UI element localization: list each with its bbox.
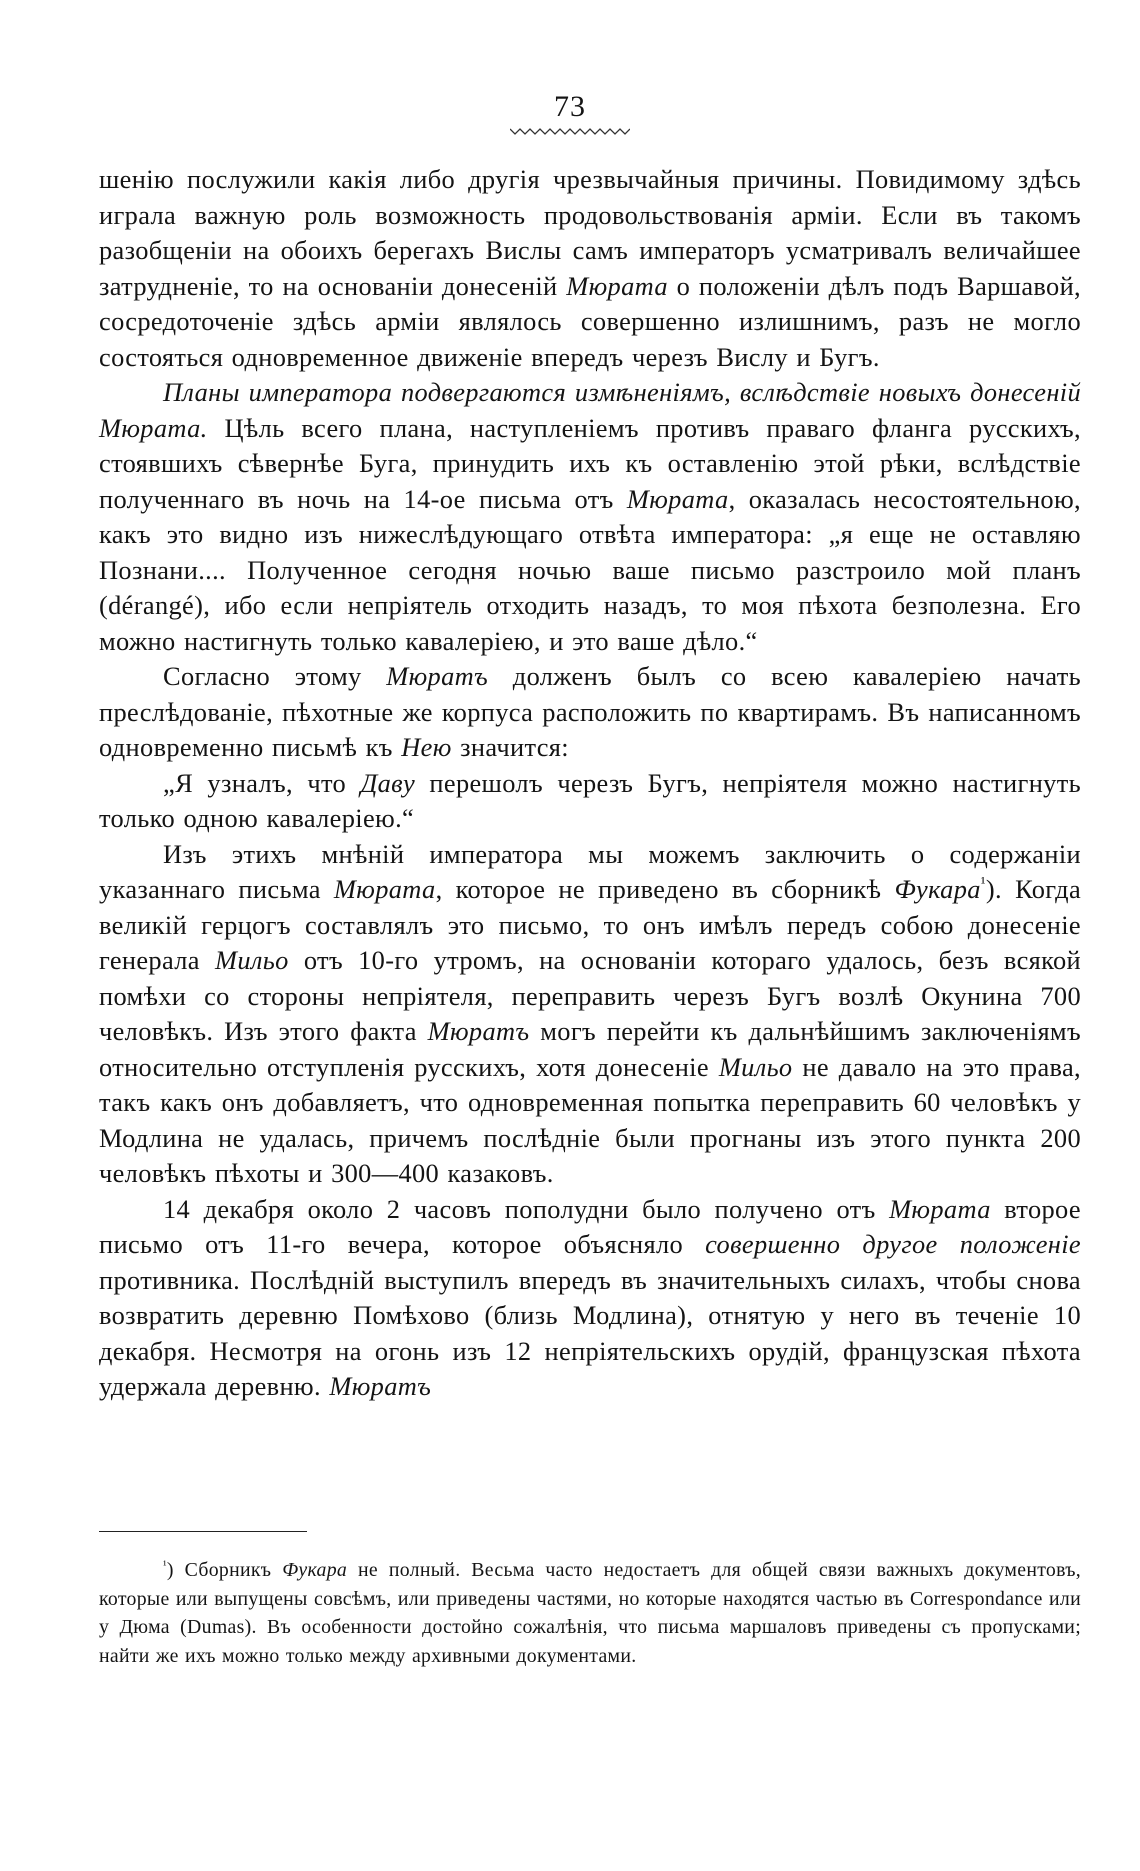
italic-text: совершенно другое положеніе xyxy=(705,1229,1081,1259)
text-run: „Я узналъ, что xyxy=(163,767,361,798)
text-run: Изъ этихъ мнѣній императора мы можемъ заключить о содержаніи указаннаго письма xyxy=(99,838,1081,904)
text-run: долженъ былъ со всею кавалеріею начать преслѣдованіе, пѣхотные же корпуса расположить по квартирамъ. Въ написанномъ одновременно письмѣ къ xyxy=(99,661,1081,762)
quote-paragraph xyxy=(99,766,1081,837)
italic-text: Фукара xyxy=(894,874,981,904)
footnote-marker: ¹ xyxy=(980,875,986,893)
italic-text: Даву xyxy=(360,767,416,798)
footnote-separator xyxy=(99,1531,307,1532)
text-run: 14 декабря около 2 часовъ пополудни было получено отъ xyxy=(163,1193,890,1224)
italic-text: Планы императора подвергаются измѣненіямъ, вслѣдствіе новыхъ донесеній Мюрата. xyxy=(99,377,1081,443)
italic-text: Мюратъ xyxy=(427,1016,530,1046)
text-run: противника. Послѣдній выступилъ впередъ въ значительныхъ силахъ, чтобы снова возвратить деревню Помѣхово (близь Модлина), отнятую у него въ теченіе 10 декабря. Несмотря на огонь изъ 12 непріятельскихъ орудій, французская пѣхота удержала деревню. xyxy=(99,1264,1081,1401)
text-run: , оказалась несостоятельною, какъ это видно изъ нижеслѣдующаго отвѣта императора: „я еще не оставляю Познани.... Полученное сегодня ночью ваше письмо разстроило мой планъ (dérangé), ибо если непріятель отходить назадъ, то моя пѣхота безполезна. Его можно настигнуть только кавалеріею, и это ваше дѣло.“ xyxy=(99,483,1081,656)
main-text xyxy=(99,162,1081,1405)
italic-text: Мюрата xyxy=(889,1193,991,1224)
page-number-ornament xyxy=(510,126,630,136)
paragraph xyxy=(99,1192,1081,1405)
italic-text: Мюратъ xyxy=(386,661,489,691)
italic-text: Мюрата xyxy=(333,874,436,904)
italic-text: Мюрата xyxy=(566,270,668,301)
paragraph xyxy=(99,375,1081,659)
footnote xyxy=(99,1556,1081,1671)
italic-text: Мюрата xyxy=(626,483,729,514)
text-run: шенію послужили какія либо другія чрезвычайныя причины. Повидимому здѣсь играла важную роль возможность продовольствованія арміи. Если въ такомъ разобщеніи на обоихъ берегахъ Вислы самъ императоръ усматривалъ величайшее затрудненіе, то на основаніи донесеній xyxy=(99,164,1081,301)
text-run: ). Когда великій герцогъ составлялъ это письмо, то онъ имѣлъ передъ собою донесеніе генерала xyxy=(99,874,1082,975)
footnote-marker: ¹ xyxy=(163,1557,167,1572)
text-run: могъ перейти къ дальнѣйшимъ заключеніямъ относительно отступленія русскихъ, хотя донесеніе xyxy=(99,1016,1081,1082)
text-run: значится: xyxy=(451,732,569,762)
text-run: не полный. Весьма часто недостаетъ для общей связи важныхъ документовъ, которые или выпущены совсѣмъ, или приведены частями, но которые находятся частью въ Correspondance или у Дюма (Dumas). Въ особенности достойно сожалѣнія, что письма маршаловъ приведены съ пропусками; найти же ихъ можно только между архивными документами. xyxy=(99,1559,1082,1668)
italic-text: Мильо xyxy=(215,945,289,975)
page-number: 73 xyxy=(554,90,586,123)
paragraph xyxy=(99,659,1081,766)
footnote-text xyxy=(99,1556,1081,1671)
italic-text: Нею xyxy=(401,732,452,762)
text-run: Цѣль всего плана, наступленіемъ противъ праваго фланга русскихъ, стоявшихъ сѣвернѣе Буга, принудить ихъ къ оставленію этой рѣки, вслѣдствіе полученнаго въ ночь на 14-ое письма отъ xyxy=(99,412,1081,514)
italic-text: Мильо xyxy=(718,1051,793,1082)
paragraph xyxy=(99,162,1081,375)
text-run: перешолъ черезъ Бугъ, непріятеля можно настигнуть только одною кавалеріею.“ xyxy=(99,767,1081,833)
paragraph xyxy=(99,837,1081,1192)
text-run: , которое не приведено въ сборникѣ xyxy=(435,874,895,904)
italic-text: Фукара xyxy=(282,1559,348,1581)
text-run: отъ 10-го утромъ, на основаніи котораго удалось, безъ всякой помѣхи со стороны непріятеля, переправить черезъ Бугъ возлѣ Окунина 700 человѣкъ. Изъ этого факта xyxy=(99,945,1081,1046)
text-run: второе письмо отъ 11-го вечера, которое объясняло xyxy=(99,1193,1081,1259)
text-run: ) Сборникъ xyxy=(166,1559,283,1581)
text-run: Согласно этому xyxy=(163,661,387,691)
text-run: не давало на это права, такъ какъ онъ добавляетъ, что одновременная попытка переправить 60 человѣкъ у Модлина не удалась, причемъ послѣдніе были прогнаны изъ этого пункта 200 человѣкъ пѣхоты и 300—400 казаковъ. xyxy=(99,1051,1081,1188)
text-run: о положеніи дѣлъ подъ Варшавой, сосредоточеніе здѣсь арміи являлось совершенно излишнимъ, разъ не могло состояться одновременное движеніе впередъ черезъ Вислу и Бугъ. xyxy=(99,270,1082,372)
italic-text: Мюратъ xyxy=(329,1371,432,1401)
